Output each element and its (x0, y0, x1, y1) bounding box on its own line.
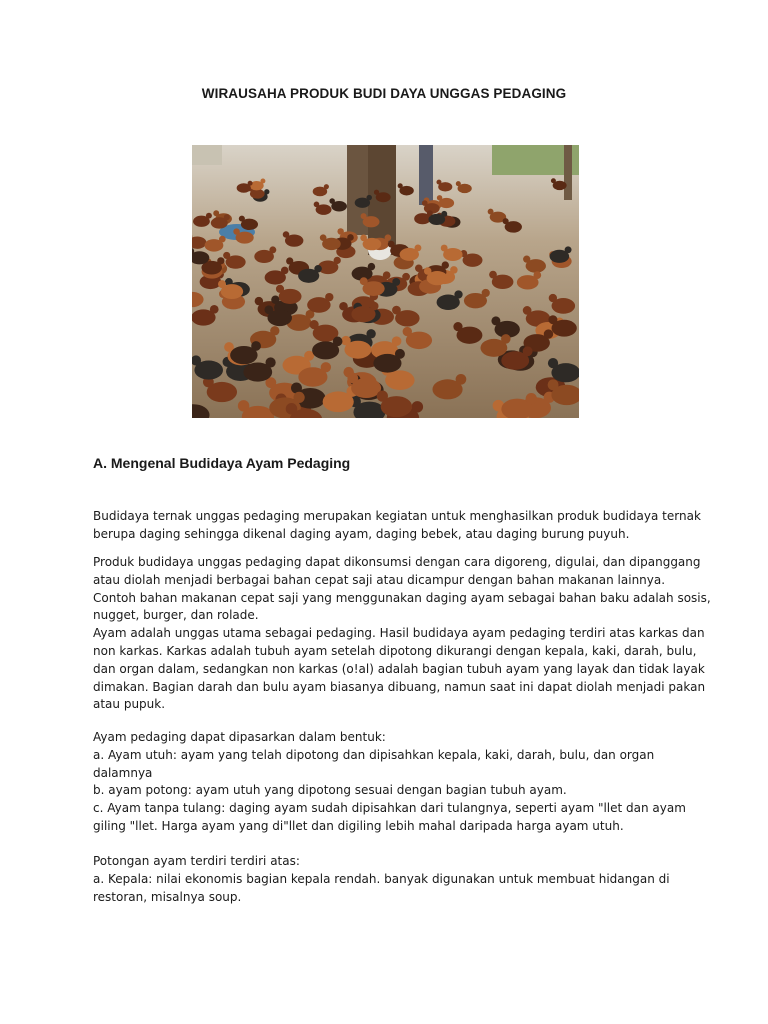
text-line: nugget, burger, dan rolade. (93, 608, 259, 623)
list-item: a. Ayam utuh: ayam yang telah dipotong dan dipisahkan kepala, kaki, darah, bulu, dan organ (93, 747, 655, 762)
text-line: Ayam pedaging dapat dipasarkan dalam bentuk: (93, 730, 386, 744)
text-line: non karkas. Karkas adalah tubuh ayam setelah dipotong dikurangi dengan kepala, kaki, darah, bulu, (93, 643, 697, 658)
list-item: c. Ayam tanpa tulang: daging ayam sudah dipisahkan dari tulangnya, seperti ayam "llet dan ayam (93, 801, 686, 816)
text-line: atau diolah menjadi berbagai bahan cepat saji atau dicampur dengan bahan makanan lainnya. (93, 572, 666, 587)
list-item: a. Kepala: nilai ekonomis bagian kepala rendah. banyak digunakan untuk membuat hidangan di (93, 871, 670, 886)
text-line: dimakan. Bagian darah dan bulu ayam biasanya dibuang, namun saat ini dapat diolah menjadi pakan (93, 679, 706, 694)
document-title: WIRAUSAHA PRODUK BUDI DAYA UNGGAS PEDAGING (201, 86, 567, 101)
text-line: Contoh bahan makanan cepat saji yang menggunakan daging ayam sebagai bahan baku adalah sosis, (93, 590, 711, 605)
text-line: restoran, misalnya soup. (93, 889, 242, 904)
text-line: dalamnya (93, 765, 153, 780)
paragraph-chicken-cuts (93, 853, 683, 906)
text-line: Potongan ayam terdiri terdiri atas: (93, 854, 300, 868)
text-line: Produk budidaya unggas pedaging dapat dikonsumsi dengan cara digoreng, digulai, dan dipanggang (93, 555, 701, 569)
chicken-farm-photo (192, 145, 579, 418)
text-line: Ayam adalah unggas utama sebagai pedaging. Hasil budidaya ayam pedaging terdiri atas karkas dan (93, 626, 705, 641)
text-line: giling "llet. Harga ayam yang di"llet dan digiling lebih mahal daripada harga ayam utuh. (93, 818, 624, 833)
text-line: dan organ dalam, sedangkan non karkas (o!al) adalah bagian tubuh ayam yang layak dan tidak layak (93, 661, 705, 676)
paragraph-intro (93, 508, 701, 544)
paragraph-products (93, 554, 711, 714)
text-line: atau pupuk. (93, 697, 166, 712)
text-line: Budidaya ternak unggas pedaging merupakan kegiatan untuk menghasilkan produk budidaya ternak (93, 509, 701, 523)
text-line: berupa daging sehingga dikenal daging ayam, daging bebek, atau daging burung puyuh. (93, 526, 630, 541)
paragraph-marketing-forms (93, 729, 686, 836)
list-item: b. ayam potong: ayam utuh yang dipotong sesuai dengan bagian tubuh ayam. (93, 783, 567, 798)
section-heading-a: A. Mengenal Budidaya Ayam Pedaging (93, 455, 351, 471)
